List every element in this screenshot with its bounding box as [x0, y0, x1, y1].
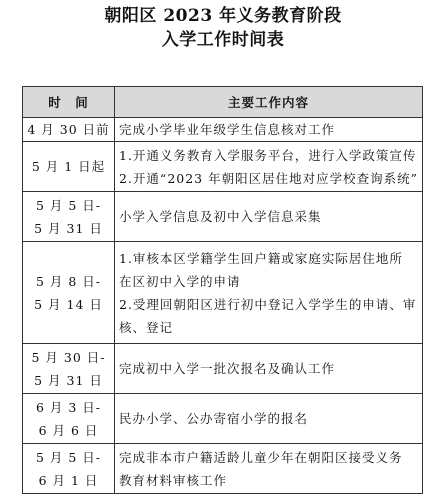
table-row [23, 242, 423, 344]
content-text: 2.受理回朝阳区进行初中登记入学学生的申请、审 [119, 296, 417, 312]
content-text: 完成初中入学一批次报名及确认工作 [119, 361, 336, 376]
content-text: 在区初中入学的申请 [119, 273, 241, 289]
time-text: 5 月 8 日- [35, 273, 102, 289]
table-row [23, 192, 423, 242]
content-cell [115, 394, 423, 444]
time-cell [23, 344, 115, 394]
time-cell [23, 394, 115, 444]
title-line-1: 朝阳区 2023 年义务教育阶段 [104, 6, 342, 26]
table-row [23, 142, 423, 192]
content-cell [115, 444, 423, 494]
header-content: 主要工作内容 [115, 87, 423, 118]
time-cell [23, 242, 115, 344]
content-text: 完成非本市户籍适龄儿童少年在朝阳区接受义务 [119, 449, 403, 465]
time-text: 5 月 31 日 [34, 220, 103, 236]
header-time: 时 间 [23, 87, 115, 118]
content-text: 1.开通义务教育入学服务平台，进行入学政策宣传 [119, 147, 417, 163]
content-cell [115, 142, 423, 192]
time-text: 6 月 6 日 [38, 422, 99, 438]
time-text: 5 月 5 日- [35, 197, 102, 213]
schedule-table [22, 86, 423, 494]
table-header-row [23, 87, 423, 118]
time-cell [23, 142, 115, 192]
table-row [23, 394, 423, 444]
title-line-2: 入学工作时间表 [161, 30, 285, 50]
content-text: 小学入学信息及初中入学信息采集 [119, 209, 322, 224]
table-row [23, 118, 423, 142]
time-text: 5 月 5 日- [35, 449, 102, 465]
time-cell [23, 192, 115, 242]
time-cell [23, 118, 115, 142]
time-text: 5 月 31 日 [34, 372, 103, 388]
content-cell [115, 242, 423, 344]
time-text: 4 月 30 日前 [27, 122, 110, 137]
time-text: 5 月 30 日- [31, 349, 106, 365]
table-row [23, 344, 423, 394]
document-title [0, 4, 446, 52]
content-text: 民办小学、公办寄宿小学的报名 [119, 411, 309, 426]
content-text: 2.开通“2023 年朝阳区居住地对应学校查询系统” [119, 170, 418, 186]
time-text: 5 月 1 日起 [31, 159, 106, 174]
content-text: 完成小学毕业年级学生信息核对工作 [119, 122, 336, 137]
content-cell [115, 192, 423, 242]
content-text: 核、登记 [119, 319, 174, 335]
time-text: 6 月 3 日- [35, 399, 102, 415]
time-text: 6 月 1 日 [38, 472, 99, 488]
content-cell [115, 344, 423, 394]
time-text: 5 月 14 日 [34, 296, 103, 312]
time-cell [23, 444, 115, 494]
content-text: 教育材料审核工作 [119, 472, 228, 488]
content-text: 1.审核本区学籍学生回户籍或家庭实际居住地所 [119, 250, 403, 266]
table-row [23, 444, 423, 494]
content-cell [115, 118, 423, 142]
